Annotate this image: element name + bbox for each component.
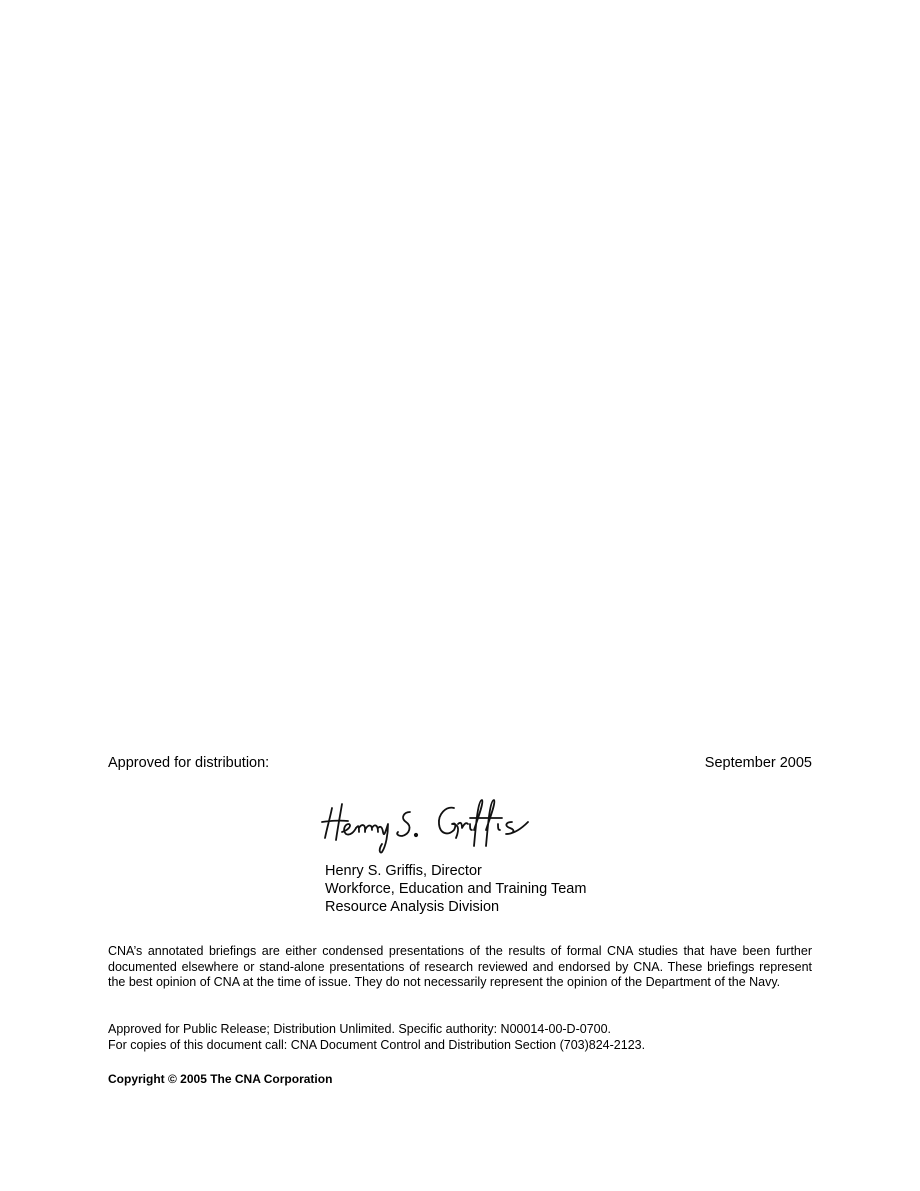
release-statement xyxy=(108,1022,812,1053)
signer-division: Resource Analysis Division xyxy=(325,899,500,915)
release-line-1: Approved for Public Release; Distribution Unlimited. Specific authority: N00014-00-D-0700. xyxy=(108,1022,612,1036)
approval-date: September 2005 xyxy=(704,755,812,771)
approval-label: Approved for distribution: xyxy=(108,755,270,771)
signer-block xyxy=(325,862,586,916)
signature-icon xyxy=(318,794,548,856)
signer-name-title: Henry S. Griffis, Director xyxy=(325,863,482,879)
disclaimer-paragraph: CNA’s annotated briefings are either condensed presentations of the results of formal CNA studies that have been further documented elsewhere or stand-alone presentations of research reviewed and endorsed by CNA. These briefings represent the best opinion of CNA at the time of issue. They do not necessarily represent the opinion of the Department of the Navy. xyxy=(108,944,812,990)
release-line-2: For copies of this document call: CNA Document Control and Distribution Section (703)824-2123. xyxy=(108,1037,646,1052)
signer-team: Workforce, Education and Training Team xyxy=(325,881,587,897)
copyright-notice: Copyright © 2005 The CNA Corporation xyxy=(108,1072,333,1086)
